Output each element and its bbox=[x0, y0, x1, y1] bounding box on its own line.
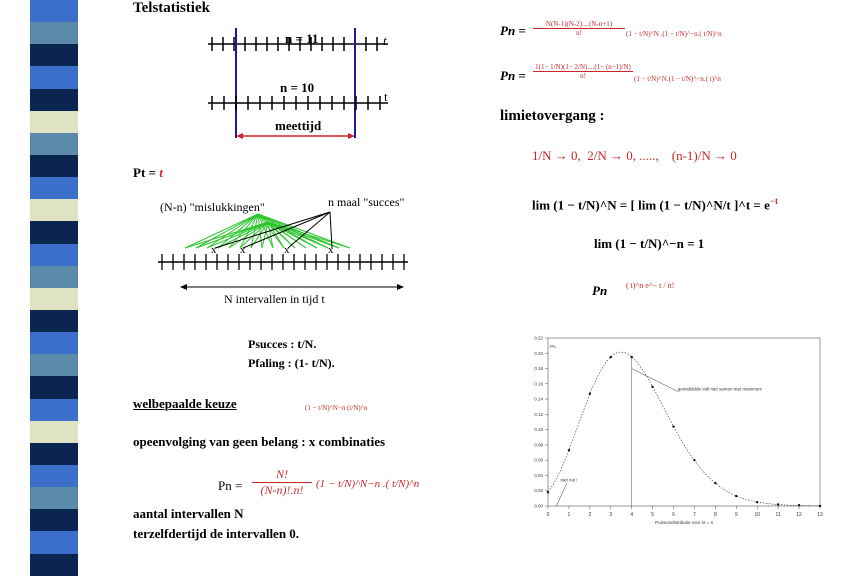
timeline1-n-label: n = 11 bbox=[285, 31, 319, 46]
failures-label: (N-n) "mislukkingen" bbox=[160, 200, 265, 214]
y-tick-label: 0.00 bbox=[534, 503, 543, 509]
x-mark: x bbox=[240, 244, 246, 256]
x-tick-label: 0 bbox=[546, 512, 550, 518]
final-pn: Pn bbox=[592, 283, 608, 298]
right-pn2-lhs: Pn = bbox=[500, 68, 526, 83]
data-point bbox=[798, 504, 800, 506]
x-tick-label: 2 bbox=[588, 512, 592, 518]
limits-line: 1/N → 0, 2/N → 0, ....., (n-1)/N → 0 bbox=[532, 148, 737, 163]
data-point bbox=[568, 449, 570, 451]
data-point bbox=[672, 425, 674, 427]
x-tick-label: 4 bbox=[630, 512, 634, 518]
p-success: Psucces : t/N. bbox=[248, 337, 317, 351]
right-pn2-fraction: $\frac{1(1- 1/N)(1- 2/N)....(1- (n-1)/N)}{n!}$ bbox=[533, 63, 633, 80]
x-tick-label: 3 bbox=[609, 512, 613, 518]
data-point bbox=[651, 386, 653, 388]
x-tick-label: 9 bbox=[734, 512, 738, 518]
right-pn1-tail: (1 − t/N)^N .(1 − t/N)^−n.( t/N)^n bbox=[626, 30, 722, 38]
pn-lhs: Pn = bbox=[218, 478, 243, 493]
y-tick-label: 0.16 bbox=[534, 381, 543, 387]
data-point bbox=[610, 356, 612, 358]
limit-heading: limietovergang : bbox=[500, 108, 605, 124]
data-point bbox=[777, 503, 779, 505]
y-axis-label: Pn bbox=[550, 344, 556, 349]
annotation-text: niet nul ! bbox=[560, 477, 578, 483]
lim-line2: lim (1 − t/N)^−n = 1 bbox=[594, 236, 705, 251]
n-intervals-label: N intervallen in tijd t bbox=[224, 292, 325, 306]
x-mark: x bbox=[284, 244, 290, 256]
data-point bbox=[819, 505, 821, 507]
x-tick-label: 7 bbox=[693, 512, 696, 518]
y-tick-label: 0.18 bbox=[534, 366, 543, 372]
timeline1-t-label: t bbox=[383, 33, 387, 48]
slide-title: Telstatistiek bbox=[133, 0, 210, 16]
order-irrelevant-heading: opeenvolging van geen belang : x combinaties bbox=[133, 434, 386, 449]
data-point bbox=[547, 491, 549, 493]
data-point bbox=[714, 482, 716, 484]
x-tick-label: 10 bbox=[754, 512, 761, 518]
lim-line1: lim (1 − t/N)^N = [ lim (1 − t/N)^N/t ]^t = $e^{-t}$ bbox=[532, 196, 778, 213]
x-tick-label: 6 bbox=[672, 512, 675, 518]
interval-count-line: aantal intervallen N bbox=[133, 506, 244, 521]
data-point bbox=[735, 495, 737, 497]
y-tick-label: 0.04 bbox=[534, 472, 543, 478]
p-failure: Pfaling : (1- t/N). bbox=[248, 356, 335, 370]
y-tick-label: 0.14 bbox=[534, 396, 543, 402]
pt-formula: Pt = t bbox=[133, 165, 163, 180]
chart-frame bbox=[548, 338, 820, 506]
y-tick-label: 0.08 bbox=[534, 442, 543, 448]
annotation-leader bbox=[556, 483, 566, 506]
y-tick-label: 0.02 bbox=[534, 488, 543, 494]
x-tick-label: 8 bbox=[713, 512, 717, 518]
y-tick-label: 0.10 bbox=[534, 427, 543, 433]
simultaneous-line: terzelfdertijd de intervallen 0. bbox=[133, 526, 300, 541]
meettijd-label: meettijd bbox=[275, 118, 322, 133]
data-point bbox=[756, 501, 758, 503]
final-formula: ( t)^n e^− t / n! bbox=[626, 281, 675, 290]
y-tick-label: 0.20 bbox=[534, 350, 543, 356]
timeline2-n-label: n = 10 bbox=[280, 80, 315, 95]
x-tick-label: 5 bbox=[651, 512, 655, 518]
timeline2-t-label: t bbox=[384, 89, 388, 104]
x-tick-label: 12 bbox=[796, 512, 802, 518]
y-tick-label: 0.06 bbox=[534, 457, 543, 463]
x-tick-label: 11 bbox=[775, 512, 781, 518]
x-mark: x bbox=[328, 244, 334, 256]
right-pn1-lhs: Pn = bbox=[500, 23, 526, 38]
x-tick-label: 13 bbox=[817, 512, 823, 518]
data-point bbox=[693, 459, 695, 461]
pn-tail: (1 − t/N)^N−n .( t/N)^n bbox=[316, 478, 420, 490]
right-pn1-fraction: $\frac{N(N-1)(N-2)....(N-n+1)}{n!}$ bbox=[533, 20, 625, 37]
y-tick-label: 0.22 bbox=[534, 335, 543, 341]
specific-choice-heading: welbepaalde keuze bbox=[133, 396, 237, 411]
right-pn2-tail: (1 − t/N)^N.(1 − t/N)^−n.( t)^n bbox=[634, 75, 721, 83]
x-tick-label: 1 bbox=[567, 512, 571, 518]
y-tick-label: 0.12 bbox=[534, 411, 543, 417]
data-point bbox=[589, 393, 591, 395]
fit-curve bbox=[548, 352, 820, 506]
annotation-leader bbox=[632, 369, 678, 392]
annotation-text: gemiddelde valt niet samen met maximum bbox=[677, 386, 763, 392]
pn-fraction: $\frac{N!}{(N-n)!.n!}$ bbox=[252, 467, 312, 498]
x-axis-label: Poissondistributie voor λt = 4 bbox=[655, 520, 713, 525]
specific-choice-formula: (1 − t/N)^N−n (t/N)^n bbox=[305, 404, 368, 412]
x-mark: x bbox=[211, 244, 217, 256]
successes-label: n maal "succes" bbox=[328, 195, 405, 209]
